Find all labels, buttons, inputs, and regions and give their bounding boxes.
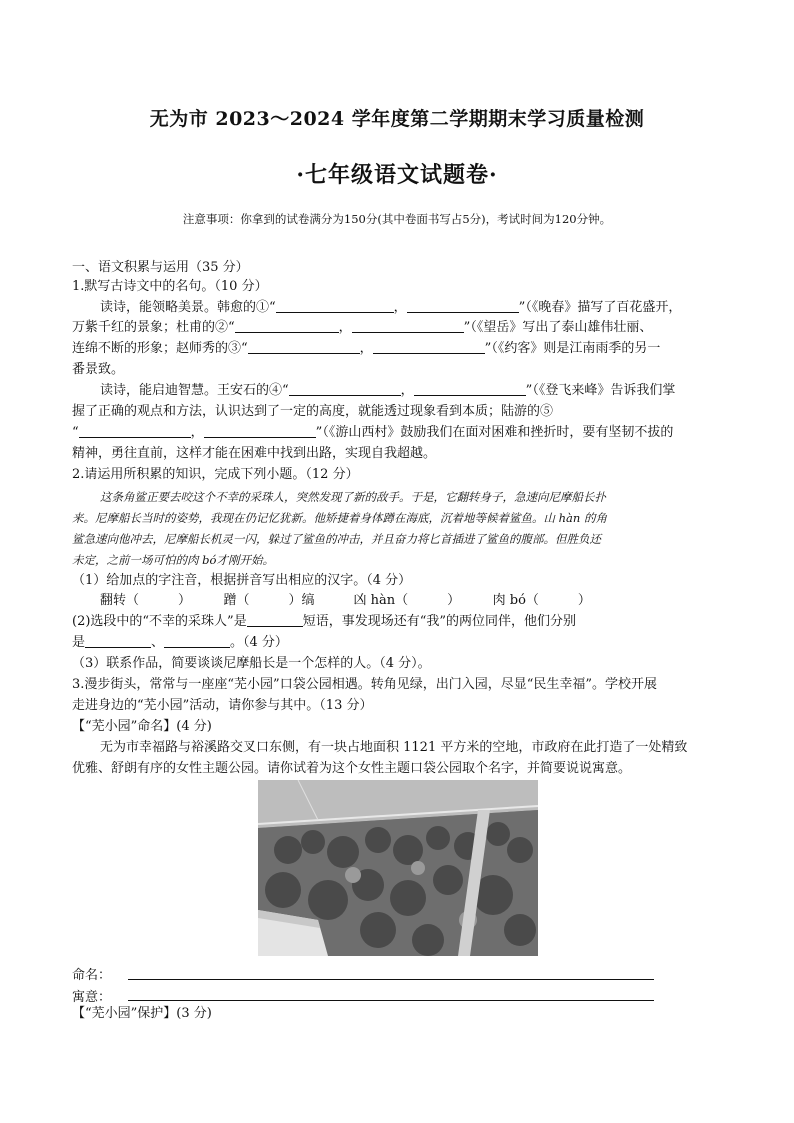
meaning-answer-line[interactable] xyxy=(128,1000,654,1001)
q3-label-line1: 3.漫步街头，常常与一座座“芜小园”口袋公园相遇。转角见绿，出门入园，尽显“民生幸福”。学校开展 xyxy=(72,677,657,692)
answer-blank[interactable] xyxy=(164,633,230,648)
exam-title: 无为市 2023～2024 学年度第二学期期末学习质量检测 xyxy=(149,108,645,130)
text: 读诗，能领略美景。韩愈的①“ xyxy=(100,300,276,315)
text: ， xyxy=(190,425,204,440)
exam-subtitle: ·七年级语文试题卷· xyxy=(296,162,498,188)
text: ”（《望岳》写出了泰山雄伟壮丽、 xyxy=(463,320,653,335)
passage-line: 鲨急速向他冲去，尼摩船长机灵一闪，躲过了鲨鱼的冲击，并且奋力将匕首插进了鲨鱼的腹部。但胜负还 xyxy=(72,532,601,546)
passage-line: 未定，之前一场可怕的肉 bó才刚开始。 xyxy=(72,553,274,567)
answer-blank[interactable] xyxy=(407,298,519,313)
answer-blank[interactable] xyxy=(235,318,339,333)
text: “ xyxy=(72,425,79,440)
text: 短语，事发现场还有“我”的两位同伴，他们分别 xyxy=(302,614,577,629)
q1-p1-line4: 番景致。 xyxy=(72,362,125,377)
answer-blank[interactable] xyxy=(79,423,191,438)
name-answer-line[interactable] xyxy=(128,979,654,980)
text: 是 xyxy=(72,635,86,650)
q1-label: 1.默写古诗文中的名句。（10 分） xyxy=(72,279,268,294)
answer-blank[interactable] xyxy=(373,339,485,354)
answer-blank[interactable] xyxy=(247,612,303,627)
section-heading: 一、语文积累与运用（35 分） xyxy=(72,260,249,275)
passage-line: 来。尼摩船长当时的姿势，我现在仍记忆犹新。他矫捷着身体蹲在海底，沉着地等候着鲨鱼。山 hàn 的角 xyxy=(72,511,607,525)
text: 万紫千红的景象；杜甫的②“ xyxy=(72,320,235,335)
q1-p2-line3 xyxy=(72,423,732,443)
protect-heading: 【“芜小园”保护】(3 分) xyxy=(72,1006,212,1021)
q1-p1-line2 xyxy=(72,318,732,338)
naming-desc-line1: 无为市幸福路与裕溪路交叉口东侧，有一块占地面积 1121 平方米的空地，市政府在此打造了一处精致 xyxy=(100,740,688,755)
answer-blank[interactable] xyxy=(352,318,464,333)
text: ”（《游山西村》鼓励我们在面对困难和挫折时，要有坚韧不拔的 xyxy=(315,425,674,440)
text: ， xyxy=(400,383,414,398)
text: ， xyxy=(393,300,407,315)
text: ， xyxy=(359,341,373,356)
answer-blank[interactable] xyxy=(248,339,360,354)
q2-label: 2.请运用所积累的知识，完成下列小题。（12 分） xyxy=(72,467,359,482)
text: 连绵不断的形象；赵师秀的③“ xyxy=(72,341,248,356)
text: ”（《登飞来峰》告诉我们掌 xyxy=(525,383,676,398)
q1-p1-line3 xyxy=(72,339,732,359)
answer-blank[interactable] xyxy=(289,381,401,396)
answer-blank[interactable] xyxy=(276,298,394,313)
q1-p1-line1 xyxy=(100,298,732,318)
meaning-label: 寓意： xyxy=(72,990,112,1005)
q1-p2-line1 xyxy=(100,381,732,401)
answer-blank[interactable] xyxy=(85,633,151,648)
answer-blank[interactable] xyxy=(414,381,526,396)
q2-sub3: （3）联系作品，简要谈谈尼摩船长是一个怎样的人。（4 分）。 xyxy=(72,656,431,671)
q1-p2-line4: 精神，勇往直前，这样才能在困难中找到出路，实现自我超越。 xyxy=(72,446,437,461)
text: 读诗，能启迪智慧。王安石的④“ xyxy=(100,383,289,398)
text: ”（《晚春》描写了百花盛开， xyxy=(518,300,682,315)
q2-sub2-line1 xyxy=(72,612,732,632)
answer-blank[interactable] xyxy=(204,423,316,438)
text: 、 xyxy=(151,635,165,650)
naming-desc-line2: 优雅、舒朗有序的女性主题公园。请你试着为这个女性主题口袋公园取个名字，并简要说说寓意。 xyxy=(72,761,632,776)
q2-sub1: （1）给加点的字注音，根据拼音写出相应的汉字。（4 分） xyxy=(72,573,412,588)
text: ， xyxy=(338,320,352,335)
passage-line: 这条角鲨正要去咬这个不幸的采珠人，突然发现了新的敌手。于是，它翻转身子，急速向尼摩船长扑 xyxy=(100,490,606,504)
exam-notice: 注意事项：你拿到的试卷满分为150分(其中卷面书写占5分)，考试时间为120分钟。 xyxy=(182,212,612,226)
q2-sub2-line2 xyxy=(72,633,732,653)
park-aerial-photo xyxy=(258,780,538,956)
naming-heading: 【“芜小园”命名】(4 分) xyxy=(72,719,212,734)
q2-sub1-items: 翻转（ ） 蹭（ ）缟 凶 hàn（ ） 肉 bó（ ） xyxy=(100,593,591,608)
q3-label-line2: 走进身边的“芜小园”活动，请你参与其中。（13 分） xyxy=(72,698,373,713)
text: ”（《约客》则是江南雨季的另一 xyxy=(484,341,661,356)
text: (2)选段中的“不幸的采珠人”是 xyxy=(72,614,247,629)
name-label: 命名： xyxy=(72,968,112,983)
text: 。（4 分） xyxy=(230,635,288,650)
q1-p2-line2: 握了正确的观点和方法，认识达到了一定的高度，就能透过现象看到本质；陆游的⑤ xyxy=(72,404,554,419)
